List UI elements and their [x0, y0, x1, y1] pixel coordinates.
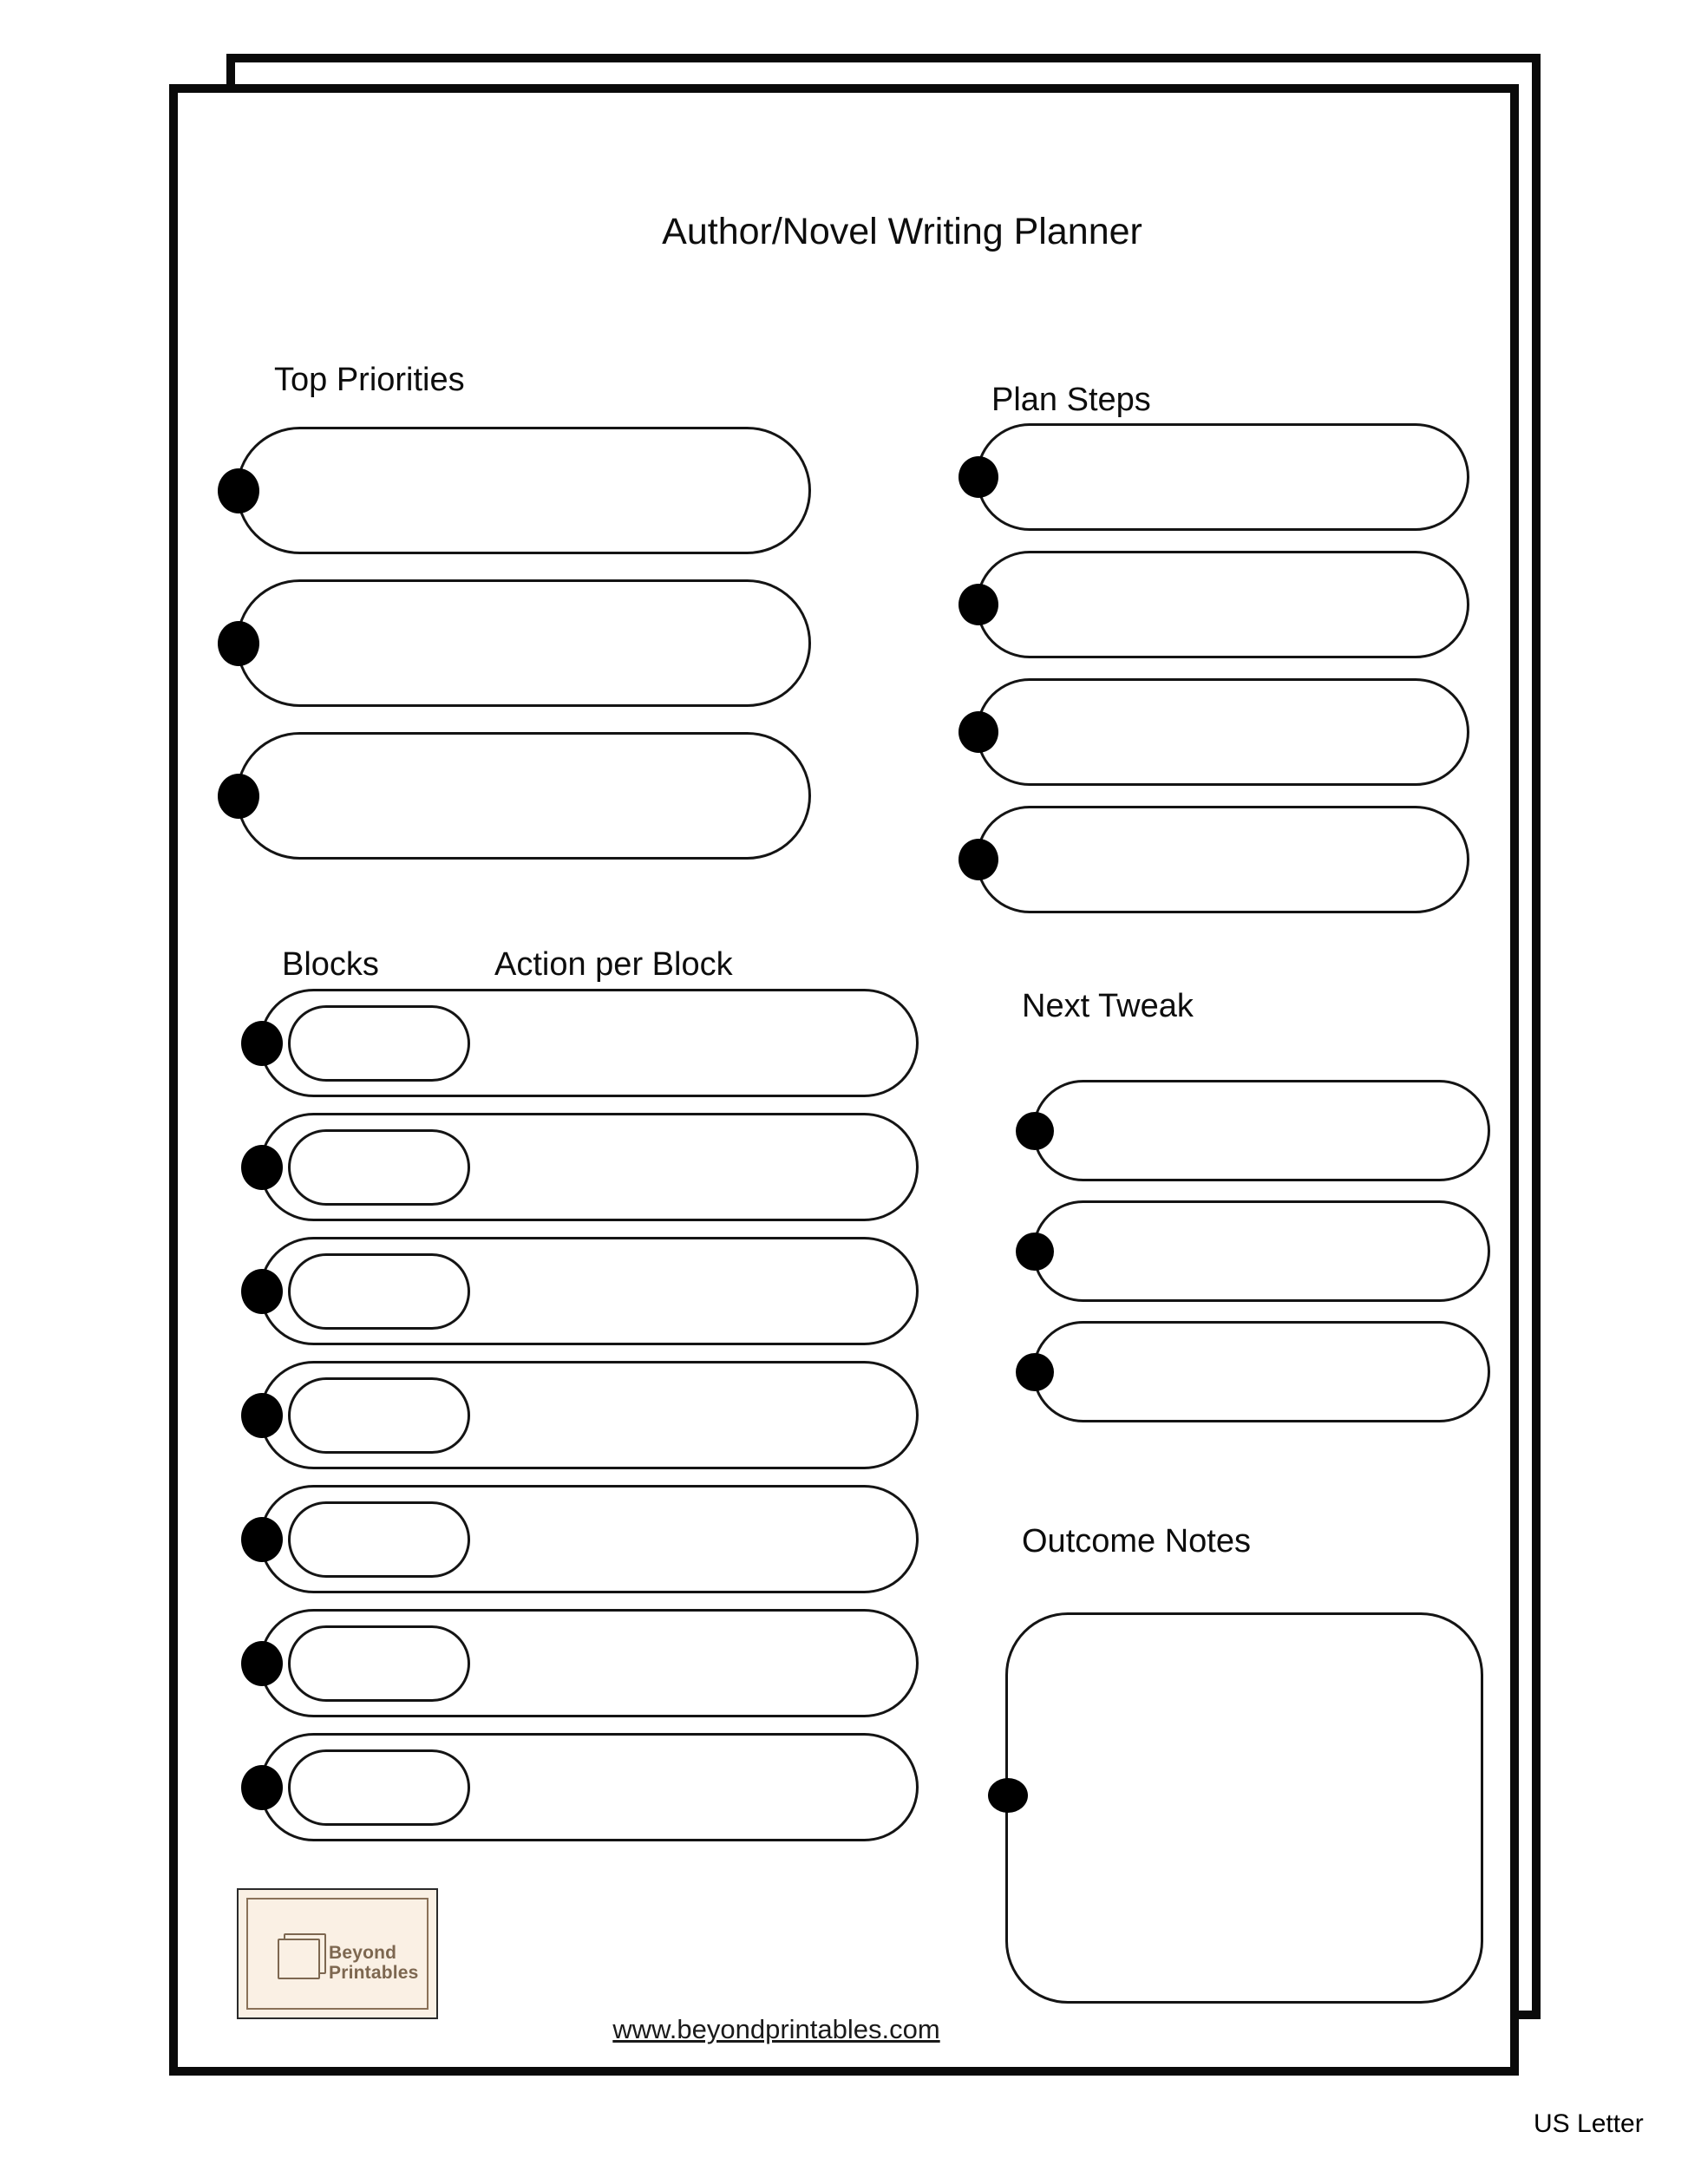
action-per-block-field[interactable] [259, 989, 919, 1097]
action-per-block-field[interactable] [259, 1361, 919, 1469]
top-priorities-list [236, 427, 811, 860]
block-label-field[interactable] [288, 1253, 470, 1330]
bullet-dot-icon [958, 711, 998, 753]
heading-action-per-block: Action per Block [494, 946, 733, 983]
top-priority-field[interactable] [236, 427, 811, 554]
bullet-dot-icon [218, 468, 259, 513]
bullet-dot-icon [241, 1021, 283, 1066]
next-tweak-list [1032, 1080, 1490, 1422]
bullet-dot-icon [1016, 1112, 1054, 1150]
heading-plan-steps: Plan Steps [991, 382, 1151, 418]
top-priority-field[interactable] [236, 579, 811, 707]
action-per-block-field[interactable] [259, 1237, 919, 1345]
page-size-label: US Letter [1534, 2109, 1644, 2138]
block-label-field[interactable] [288, 1005, 470, 1082]
block-label-field[interactable] [288, 1625, 470, 1702]
bullet-dot-icon [958, 839, 998, 880]
bullet-dot-icon [241, 1517, 283, 1562]
block-label-field[interactable] [288, 1749, 470, 1826]
heading-top-priorities: Top Priorities [274, 362, 465, 398]
bullet-dot-icon [241, 1393, 283, 1438]
top-priority-field[interactable] [236, 732, 811, 860]
beyond-printables-logo [237, 1888, 438, 2019]
outcome-notes-field[interactable] [1005, 1612, 1483, 2004]
action-per-block-field[interactable] [259, 1485, 919, 1593]
bullet-dot-icon [1016, 1233, 1054, 1271]
block-label-field[interactable] [288, 1501, 470, 1578]
stacked-pages-icon [278, 1933, 326, 1980]
logo-line2: Printables [329, 1963, 419, 1983]
bullet-dot-icon [241, 1145, 283, 1190]
bullet-dot-icon [988, 1778, 1028, 1813]
plan-step-field[interactable] [976, 423, 1469, 531]
page-title: Author/Novel Writing Planner [662, 211, 1142, 252]
next-tweak-field[interactable] [1032, 1200, 1490, 1302]
block-label-field[interactable] [288, 1129, 470, 1206]
bullet-dot-icon [241, 1269, 283, 1314]
bullet-dot-icon [1016, 1353, 1054, 1391]
bullet-dot-icon [218, 621, 259, 666]
action-per-block-field[interactable] [259, 1113, 919, 1221]
heading-blocks: Blocks [282, 946, 379, 983]
heading-outcome-notes: Outcome Notes [1022, 1523, 1251, 1560]
action-per-block-field[interactable] [259, 1733, 919, 1841]
bullet-dot-icon [958, 584, 998, 625]
action-per-block-field[interactable] [259, 1609, 919, 1717]
blocks-list [259, 989, 919, 1841]
footer-url-link[interactable]: www.beyondprintables.com [612, 2014, 940, 2044]
bullet-dot-icon [241, 1765, 283, 1810]
logo-line1: Beyond [329, 1943, 397, 1963]
plan-step-field[interactable] [976, 806, 1469, 913]
bullet-dot-icon [958, 456, 998, 498]
next-tweak-field[interactable] [1032, 1080, 1490, 1181]
heading-next-tweak: Next Tweak [1022, 988, 1194, 1024]
plan-step-field[interactable] [976, 551, 1469, 658]
bullet-dot-icon [218, 774, 259, 819]
plan-steps-list [976, 423, 1469, 913]
plan-step-field[interactable] [976, 678, 1469, 786]
next-tweak-field[interactable] [1032, 1321, 1490, 1422]
block-label-field[interactable] [288, 1377, 470, 1454]
bullet-dot-icon [241, 1641, 283, 1686]
logo-text [329, 1943, 419, 1983]
